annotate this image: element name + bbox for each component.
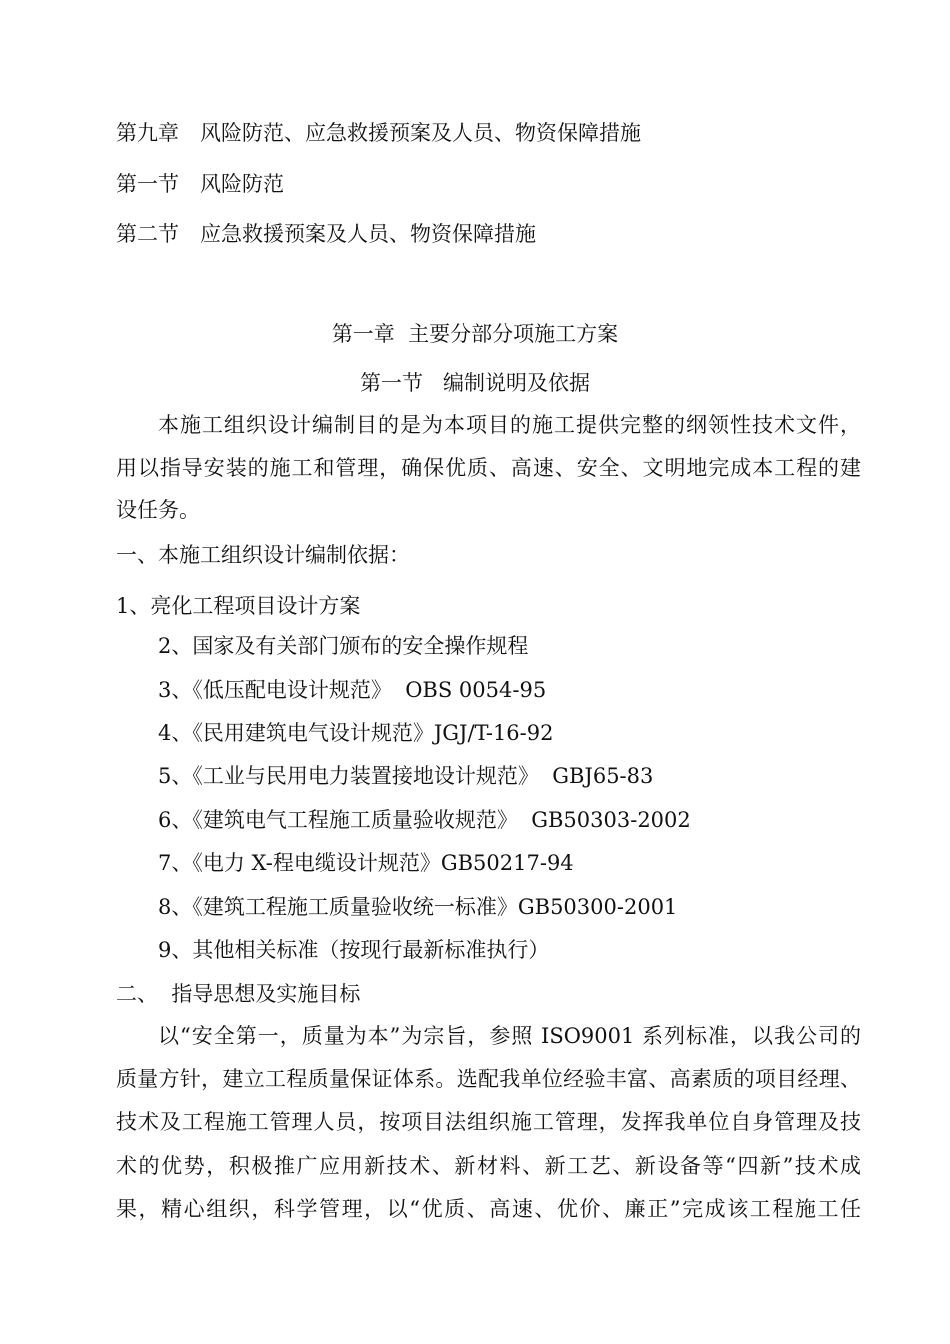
basis-heading: 一、本施工组织设计编制依据： bbox=[116, 543, 410, 567]
chapter-heading: 第一章 主要分部分项施工方案 bbox=[331, 322, 619, 346]
basis-item-8: 8、《建筑工程施工质量验收统一标准》GB50300-2001 bbox=[158, 895, 678, 919]
basis-item-4: 4、《民用建筑电气设计规范》JGJ/T-16-92 bbox=[158, 721, 554, 745]
basis-item-7: 7、《电力 X-程电缆设计规范》GB50217-94 bbox=[158, 851, 574, 875]
basis-item-5: 5、《工业与民用电力装置接地设计规范》 GBJ65-83 bbox=[158, 764, 654, 788]
basis-item-3: 3、《低压配电设计规范》 OBS 0054-95 bbox=[158, 678, 547, 702]
intro-line-2: 用以指导安装的施工和管理，确保优质、高速、安全、文明地完成本工程的建 bbox=[116, 456, 861, 480]
toc-chapter-9-number: 第九章 bbox=[116, 121, 179, 145]
toc-section-2-number: 第二节 bbox=[116, 222, 179, 246]
toc-chapter-9-title: 风险防范、应急救援预案及人员、物资保障措施 bbox=[200, 121, 641, 145]
basis-item-9: 9、其他相关标准（按现行最新标准执行） bbox=[158, 938, 550, 962]
toc-section-2-title: 应急救援预案及人员、物资保障措施 bbox=[200, 222, 536, 246]
toc-section-1 bbox=[116, 170, 284, 198]
toc-section-2 bbox=[116, 220, 536, 248]
toc-section-1-title: 风险防范 bbox=[200, 172, 284, 196]
guide-line-5: 果，精心组织，科学管理，以“优质、高速、优价、廉正”完成该工程施工任 bbox=[116, 1197, 861, 1221]
toc-section-1-number: 第一节 bbox=[116, 172, 179, 196]
guide-line-1: 以“安全第一，质量为本”为宗旨，参照 ISO9001 系列标准，以我公司的 bbox=[158, 1024, 861, 1048]
intro-line-3: 设任务。 bbox=[116, 498, 200, 522]
section-heading: 第一节 编制说明及依据 bbox=[359, 371, 591, 395]
intro-line-1: 本施工组织设计编制目的是为本项目的施工提供完整的纲领性技术文件， bbox=[158, 413, 861, 437]
basis-item-1: 1、亮化工程项目设计方案 bbox=[116, 594, 361, 618]
guide-line-3: 技术及工程施工管理人员，按项目法组织施工管理，发挥我单位自身管理及技 bbox=[116, 1110, 861, 1134]
guide-line-4: 术的优势，积极推广应用新技术、新材料、新工艺、新设备等“四新”技术成 bbox=[116, 1154, 861, 1178]
basis-item-6: 6、《建筑电气工程施工质量验收规范》 GB50303-2002 bbox=[158, 808, 691, 832]
guide-heading: 二、 指导思想及实施目标 bbox=[116, 982, 361, 1006]
guide-line-2: 质量方针，建立工程质量保证体系。选配我单位经验丰富、高素质的项目经理、 bbox=[116, 1067, 861, 1091]
toc-chapter-9 bbox=[116, 119, 641, 147]
basis-item-2: 2、国家及有关部门颁布的安全操作规程 bbox=[158, 634, 529, 658]
